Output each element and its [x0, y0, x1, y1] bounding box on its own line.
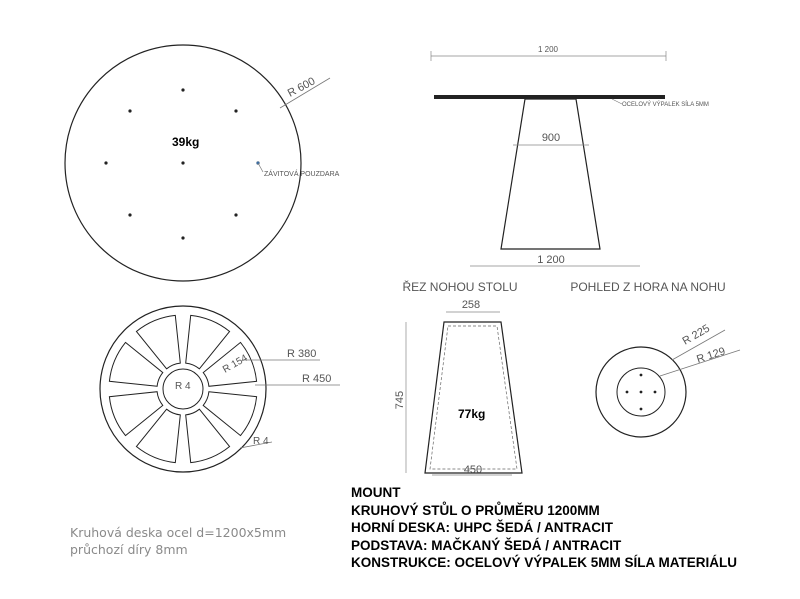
r129-label: R 129	[695, 345, 727, 366]
plan-title: POHLED Z HORA NA NOHU	[570, 280, 726, 294]
spec-block	[351, 484, 737, 572]
spec-product-name: MOUNT	[351, 485, 401, 500]
section-outer	[425, 322, 522, 473]
hole-bottom	[181, 236, 184, 239]
hole-left	[104, 161, 107, 164]
leg-width-label: 900	[541, 132, 561, 144]
thickness-callout: OCELOVÝ VÝPALEK SÍLA 5MM	[622, 102, 709, 108]
hole-upper-right	[234, 109, 237, 112]
section-height-label: 745	[394, 390, 406, 410]
plate-note-line1: Kruhová deska ocel d=1200x5mm	[70, 525, 287, 540]
radius-label: R 600	[285, 75, 318, 100]
spoke-cutout	[136, 409, 180, 462]
spoke-cutout	[109, 392, 162, 436]
section-bottom-label: 450	[463, 464, 483, 476]
r4-corner-label: R 4	[253, 436, 269, 447]
plan-hole-center	[640, 391, 643, 394]
spoke-cutout	[109, 342, 162, 386]
spoke-cutout	[186, 409, 230, 462]
hole-lower-left	[128, 213, 131, 216]
r225-label: R 225	[680, 322, 712, 348]
top-view	[65, 45, 340, 281]
hole-center	[181, 161, 184, 164]
callout-leader	[258, 163, 263, 172]
plate-note	[70, 524, 286, 558]
spoke-cutout	[186, 315, 230, 368]
hole-lower-right	[234, 213, 237, 216]
r154-label: R 154	[221, 352, 250, 376]
spec-base: PODSTAVA: MAČKANÝ ŠEDÁ / ANTRACIT	[351, 537, 622, 553]
plan-hole-top	[640, 374, 643, 377]
bottom-width-label: 1 200	[537, 254, 565, 266]
spec-top: HORNÍ DESKA: UHPC ŠEDÁ / ANTRACIT	[351, 520, 614, 535]
hole-top	[181, 88, 184, 91]
leg-silhouette	[501, 99, 600, 249]
spec-construction: KONSTRUKCE: OCELOVÝ VÝPALEK 5MM SÍLA MATERIÁLU	[351, 555, 738, 570]
tabletop-weight-label: 39kg	[172, 135, 200, 149]
spec-description: KRUHOVÝ STŮL O PRŮMĚRU 1200MM	[351, 502, 600, 518]
r4-center-label: R 4	[175, 381, 191, 392]
plan-hole-left	[626, 391, 629, 394]
section-top-label: 258	[461, 299, 481, 311]
leg-weight-label: 77kg	[458, 407, 486, 421]
plan-hole-right	[654, 391, 657, 394]
section-title: ŘEZ NOHOU STOLU	[402, 280, 518, 294]
thickness-leader	[612, 99, 622, 104]
plan-hole-bottom	[640, 408, 643, 411]
side-elevation	[431, 45, 709, 266]
spoke-cutout	[136, 315, 180, 368]
spoke-cutout	[203, 392, 256, 436]
plate-note-line2: průchozí díry 8mm	[70, 542, 188, 557]
leg-plan	[570, 280, 740, 437]
leg-section	[394, 279, 522, 476]
r450-label: R 450	[302, 373, 332, 385]
callout-label: ZÁVITOVÁ POUZDARA	[264, 171, 340, 178]
top-width-label: 1 200	[537, 45, 559, 54]
r380-label: R 380	[287, 348, 317, 360]
base-plate	[100, 306, 340, 472]
hole-upper-left	[128, 109, 131, 112]
